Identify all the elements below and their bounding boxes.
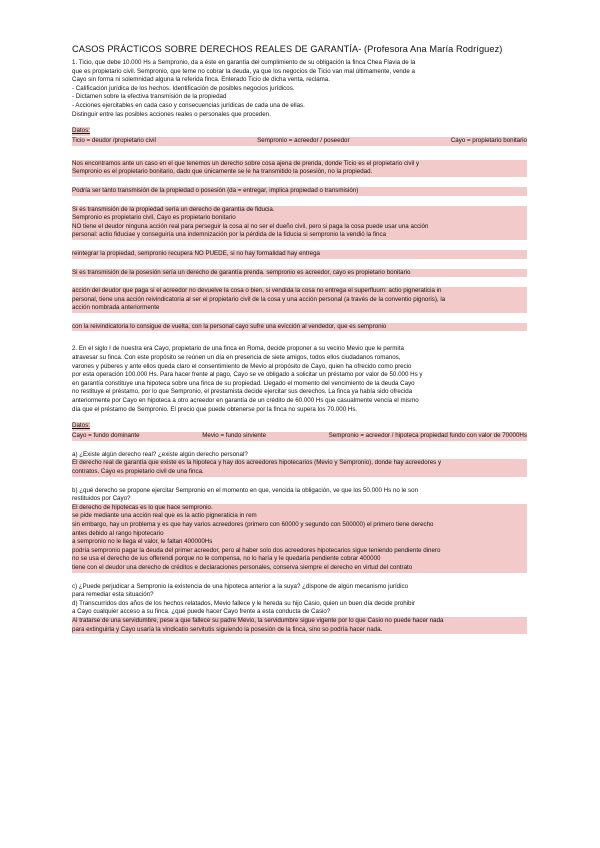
answer-line: sin embargo, hay un problema y es que hay varios acreedores (primero con 60000 y segundo con 500000) el primero tiene derecho: [72, 520, 434, 528]
datos-mevio-sirviente: Mevio = fundo sirviente: [202, 432, 267, 440]
answer-block: [72, 323, 527, 332]
case1-intro-line: - Calificación jurídica de los hechos. Identificación de posibles negocios jurídicos.: [72, 84, 295, 92]
document-page: [72, 44, 527, 634]
answer-line: personal, tiene una acción reivindicatoria al ser el propietario civil de la cosa y una acción personal (a través de la conventio pignoris), la: [72, 295, 446, 303]
case2-datos-row: [72, 432, 527, 441]
case2-intro-line: anteriormente por Cayo en hipoteca a otro acreedor en garantía de un crédito de 60.000 Hs que casualmente vencía el mismo: [72, 397, 419, 405]
answer-line: para extinguirla y Cayo usaría la vindicatio servitutis siguiendo la posesión de la finca, sino so podría hacer nada.: [72, 625, 383, 633]
question-a: a) ¿Existe algún derecho real? ¿existe algún derecho personal?: [72, 450, 248, 458]
datos-sempronio: Sempronio = acreedor / poseedor: [257, 137, 350, 145]
answer-line: a sempronio no le llega el valor, le faltan 400000Hs: [72, 538, 213, 546]
answer-a: [72, 459, 527, 476]
answer-line: reintegrar la propiedad, sempronio recupera NO PUEDE, si no hay formalidad hay entrega: [72, 249, 320, 257]
answer-d: [72, 617, 527, 634]
case1-datos-row: [72, 137, 527, 146]
answer-block: [72, 160, 527, 177]
answer-line: El derecho real de garantía que existe es la hipoteca y hay dos acreedores hipotecarios (Mevio y Sempronio), donde hay acreedores y: [72, 459, 442, 467]
case2-intro-line: no restituye el préstamo, por lo que Sempronio, el prestamista decide ejercitar sus derechos. La finca ya había sido ofrecida: [72, 388, 413, 396]
document-title: CASOS PRÁCTICOS SOBRE DERECHOS REALES DE GARANTÍA- (Profesora Ana María Rodríguez): [72, 44, 503, 54]
answer-line: Nos encontramos ante un caso en el que tenemos un derecho sobre cosa ajena de prenda, donde Ticio es el propietario civil y: [72, 159, 420, 167]
datos-ticio: Ticio = deudor /propietario civil: [72, 137, 156, 145]
answer-line: El derecho de hipotecas es lo que hace sempronio.: [72, 503, 213, 511]
answer-line: no se usa el derecho de ius offerendi porque no le compensa, no lo haría y le quedaría pendiente cobrar 400000: [72, 555, 381, 563]
case2-intro-line: en garantía constituye una hipoteca sobre una finca de su propiedad. Llegado el momento del vencimiento de la deuda Cayo: [72, 379, 415, 387]
answer-line: Podría ser tanto transmisión de la propiedad o posesión (da = entregar, implica propiedad o transmisión): [72, 186, 359, 194]
case1-intro: [72, 59, 527, 119]
case2-intro-line: 2. En el siglo I de nuestra era Cayo, propietario de una finca en Roma, decide proponer a su vecino Mevio que le permita: [72, 345, 404, 353]
question-b: b) ¿qué derecho se propone ejercitar Sempronio en el momento en que, vencida la obligación, ve que los 50.000 Hs no le son: [72, 486, 419, 494]
case2-datos-label: Datos:: [72, 422, 90, 430]
answer-line: Al tratarse de una servidumbre, pese a que fallece su padre Mevio, la servidumbre sigue vigente por lo que Casio no puede hacer nada: [72, 616, 444, 624]
case1-intro-line: Distinguir entre las posibles acciones reales o personales que proceden.: [72, 110, 271, 118]
answer-line: tiene con el deudor una derecho de créditos e declaraciones personales, conserva siempre el derecho en virtud del contrato: [72, 563, 413, 571]
question-d: a Cayo cualquier acceso a su finca. ¿qué puede hacer Cayo frente a esta conducta de Casio?: [72, 608, 331, 616]
answer-line: acción del deudor que paga si el acreedor no devuelve la cosa o bien, si vendida la cosa no entrega el superfluum: actio pigneraticia in: [72, 287, 442, 295]
answer-line: NO tiene el deudor ninguna acción real para perseguir la cosa al no ser el dueño civil, pero si paga la cosa puede usar una acción: [72, 222, 429, 230]
case1-intro-line: que es propietario civil. Sempronio, que teme no cobrar la deuda, ya que los negocios de Ticio van mal últimamente, vende a: [72, 67, 415, 75]
question-c: c) ¿Puede perjudicar a Sempronio la existencia de una hipoteca anterior a la suya? ¿dispone de algún mecanismo jurídico: [72, 582, 409, 590]
case1-intro-line: - Acciones ejercitables en cada caso y consecuencias jurídicas de cada una de ellas.: [72, 101, 305, 109]
answer-line: contratos. Cayo es propietario civil de una finca.: [72, 468, 204, 475]
answer-line: se pide mediante una acción real que es la actio pigneraticia in rem: [72, 512, 257, 520]
answer-line: podría sempronio pagar la deuda del primer acreedor, pero al haber solo dos acreedores hipotecarios sigue teniendo pendiente dinero: [72, 546, 441, 554]
answer-line: personal: actio fiduciae y conseguiría una indemnización por la pérdida de la fiducia si sempronio la vendió la finca: [72, 231, 387, 239]
datos-cayo-dominante: Cayo = fundo dominante: [72, 432, 140, 440]
case2-intro-line: varones y púberes y ante ellos queda claro el consentimiento de Mevio al propósito de Cayo, quien ha ofrecido como precio: [72, 362, 412, 370]
question-d: d) Transcurridos dos años de los hechos relatados, Mevio fallece y le hereda su hijo Casio, quien un buen día decide prohibir: [72, 599, 415, 607]
answer-block: [72, 206, 527, 240]
answer-block: [72, 287, 527, 313]
datos-cayo: Cayo = propietario bonitario: [450, 137, 527, 145]
datos-sempronio-hipoteca: Sempronio = acreedor / hipoteca propiedad fundo con valor de 70000Hs: [328, 432, 527, 440]
case1-intro-line: 1. Ticio, que debe 10.000 Hs a Sempronio, da a éste en garantía del cumplimiento de su obligación la finca Chea Flavia de la: [72, 59, 416, 66]
case1-intro-line: - Dictamen sobre la efectiva transmisión de la propiedad: [72, 93, 227, 101]
question-c: para remediar esta situación?: [72, 591, 154, 599]
case2-intro-line: por esta operación 100.000 Hs. Para hacer frente al pago, Cayo se ve obligado a solicitar un préstamo por valor de 50.000 Hs y: [72, 371, 423, 379]
answer-line: Sempronio es el propietario bonitario, dado que únicamente se le ha transmitido la posesión, no la propiedad.: [72, 168, 373, 176]
answer-line: Sempronio es propietario civil, Cayo es propietario bonitario: [72, 214, 236, 222]
answer-line: antes debido al rango hipotecario: [72, 529, 164, 537]
answer-line: Si es transmisión de la posesión sería un derecho de garantía prenda. sempronio es acreedor, cayo es propietario bonitario: [72, 268, 411, 276]
answer-line: con la reivindicatoria lo consigue de vuelta, con la personal cayo sufre una evicción al vendedor, que es sempronio: [72, 322, 387, 330]
case2-intro-line: día que el préstamo de Sempronio. El precio que puede obtenerse por la finca no supera los 70.000 Hs.: [72, 405, 358, 413]
answer-line: acción nombrada anteriormente: [72, 304, 160, 312]
answer-block: [72, 269, 527, 278]
question-b: restituidos por Cayo?: [72, 495, 131, 503]
answer-block: [72, 187, 527, 196]
case2-intro-line: atravesar su finca. Con este propósito se reúnen un día en presencia de siete amigos, todos ellos ciudadanos romanos,: [72, 354, 401, 362]
case1-datos-label: Datos:: [72, 127, 90, 135]
answer-block: [72, 250, 527, 259]
case2-intro: [72, 345, 527, 414]
answer-b: [72, 504, 527, 573]
answer-line: Si es transmisión de la propiedad sería un derecho de garantía de fiducia.: [72, 205, 275, 213]
case1-intro-line: Cayo sin forma ni solemnidad alguna la referida finca. Enterado Ticio de dicha venta, reclama.: [72, 76, 330, 84]
